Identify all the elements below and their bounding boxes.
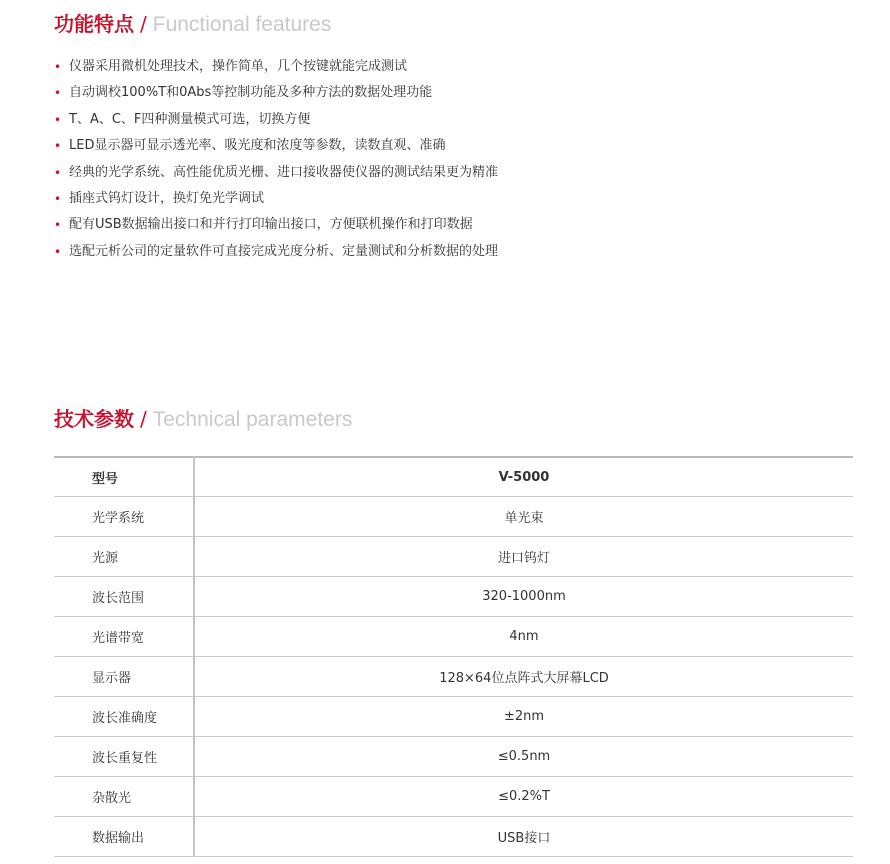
bullet-icon: • [54,218,62,233]
bullet-icon: • [54,191,62,206]
features-title-separator: / [140,12,147,36]
row-label-cell: 杂散光 [54,777,194,817]
table-row [54,617,853,657]
feature-item [54,107,498,133]
row-label-cell: 显示器 [54,657,194,697]
bullet-icon: • [54,165,62,180]
table-row [54,697,853,737]
feature-text: 插座式钨灯设计，换灯免光学调试 [69,190,265,206]
feature-item [54,80,498,106]
features-section-title [54,10,331,39]
feature-text: 仪器采用微机处理技术，操作简单，几个按键就能完成测试 [69,59,408,74]
table-row [54,577,853,617]
bullet-icon: • [54,244,62,259]
row-value-cell: ±2nm [194,697,853,737]
table-row [54,777,853,817]
table-row [54,537,853,577]
params-title-en: Technical parameters [152,408,353,431]
params-title-zh: 技术参数 [54,407,134,431]
row-label-cell: 光学系统 [54,497,194,537]
features-title-en: Functional features [152,13,332,36]
row-label-cell: 波长范围 [54,577,194,617]
bullet-icon: • [54,139,62,154]
row-value-cell: USB接口 [194,817,853,857]
feature-item [54,212,498,238]
table-header-row [54,457,853,497]
header-value-cell: V-5000 [194,457,853,497]
row-value-cell: 单光束 [194,497,853,537]
row-value-cell: ≤0.5nm [194,737,853,777]
row-value-cell: ≤0.2%T [194,777,853,817]
row-value-cell: 320-1000nm [194,577,853,617]
params-section-title [54,405,352,434]
feature-text: LED显示器可显示透光率、吸光度和浓度等参数，读数直观、准确 [69,138,446,154]
row-label-cell: 波长准确度 [54,697,194,737]
row-value-cell: 4nm [194,617,853,657]
feature-text: 配有USB数据输出接口和并行打印输出接口，方便联机操作和打印数据 [69,217,473,233]
feature-text: T、A、C、F四种测量模式可选，切换方便 [69,111,311,127]
table-row [54,817,853,857]
row-value-cell: 128×64位点阵式大屏幕LCD [194,657,853,697]
row-label-cell: 光谱带宽 [54,617,194,657]
row-label-cell: 数据输出 [54,817,194,857]
feature-item [54,133,498,159]
feature-text: 选配元析公司的定量软件可直接完成光度分析、定量测试和分析数据的处理 [69,243,499,259]
feature-item [54,186,498,212]
table-row [54,737,853,777]
bullet-icon: • [54,86,62,101]
features-title-zh: 功能特点 [54,12,134,36]
bullet-icon: • [54,112,62,127]
table-row [54,657,853,697]
bullet-icon: • [54,60,62,74]
feature-item [54,239,498,265]
feature-item [54,160,498,186]
feature-list [54,54,498,265]
row-label-cell: 波长重复性 [54,737,194,777]
row-label-cell: 光源 [54,537,194,577]
feature-item [54,54,498,80]
spec-table [54,456,853,857]
feature-text: 自动调校100%T和0Abs等控制功能及多种方法的数据处理功能 [69,85,433,101]
feature-text: 经典的光学系统、高性能优质光栅、进口接收器使仪器的测试结果更为精准 [69,164,499,180]
row-value-cell: 进口钨灯 [194,537,853,577]
header-label-cell: 型号 [54,457,194,497]
table-row [54,497,853,537]
params-title-separator: / [140,407,147,431]
